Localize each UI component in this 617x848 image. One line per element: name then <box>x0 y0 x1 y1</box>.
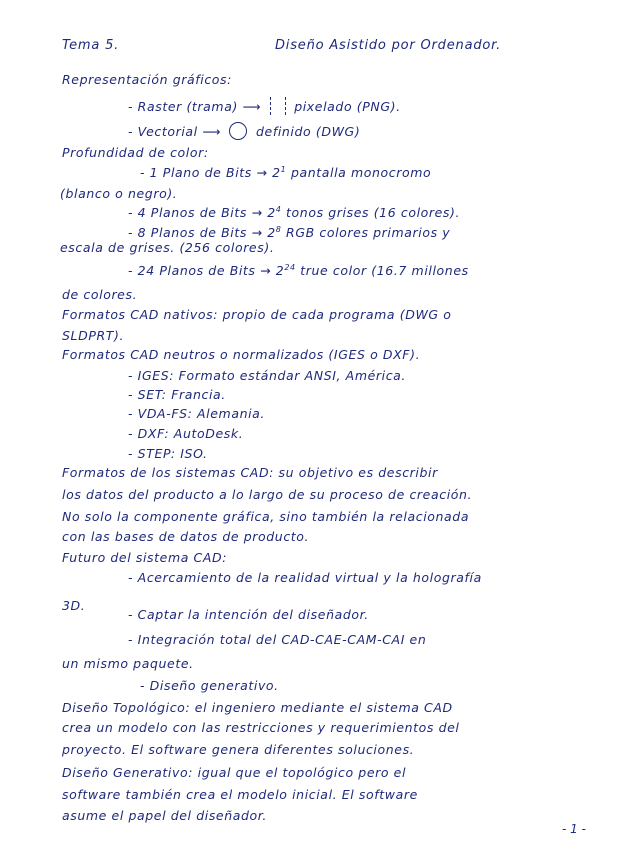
format-step: - STEP: ISO. <box>128 446 208 461</box>
paragraph-topologico-1: Diseño Topológico: el ingeniero mediante el sistema CAD <box>62 700 453 715</box>
heading-profundidad: Profundidad de color: <box>62 145 209 160</box>
plane-4-text: - 4 Planos de Bits → 2 <box>128 205 276 221</box>
futuro-item-2: - Captar la intención del diseñador. <box>128 607 369 622</box>
vector-line <box>128 122 360 140</box>
format-dxf: - DXF: AutoDesk. <box>128 426 244 441</box>
plane-8-exp: 8 <box>275 225 282 234</box>
paragraph-formatos-sistemas-2: los datos del producto a lo largo de su proceso de creación. <box>62 487 473 502</box>
vector-text-2: definido (DWG) <box>256 124 361 139</box>
formatos-neutros: Formatos CAD neutros o normalizados (IGES o DXF). <box>62 347 421 362</box>
pixel-grid-icon <box>270 97 286 115</box>
paragraph-generativo-2: software también crea el modelo inicial. El software <box>62 787 418 802</box>
plane-1-exp: 1 <box>280 165 287 174</box>
paragraph-formatos-sistemas-1: Formatos de los sistemas CAD: su objetivo es describir <box>62 465 438 480</box>
futuro-item-1-cont: 3D. <box>62 598 86 613</box>
plane-1-text: - 1 Plano de Bits → 2 <box>140 165 281 181</box>
plane-4-text-2: tonos grises (16 colores). <box>281 205 461 221</box>
heading-representacion: Representación gráficos: <box>62 72 232 87</box>
format-iges: - IGES: Formato estándar ANSI, América. <box>128 368 407 383</box>
formatos-nativos: Formatos CAD nativos: propio de cada programa (DWG o <box>62 307 452 322</box>
plane-4-line <box>128 202 460 221</box>
page-number: - 1 - <box>562 822 586 836</box>
paragraph-topologico-2: crea un modelo con las restricciones y requerimientos del <box>62 720 460 735</box>
plane-8-cont: escala de grises. (256 colores). <box>60 240 275 255</box>
plane-1-text-2: pantalla monocromo <box>286 165 432 181</box>
paragraph-topologico-3: proyecto. El software genera diferentes soluciones. <box>62 742 415 757</box>
futuro-item-4: - Diseño generativo. <box>140 678 279 693</box>
paragraph-formatos-sistemas-3: No solo la componente gráfica, sino también la relacionada <box>62 509 470 524</box>
format-set: - SET: Francia. <box>128 387 226 402</box>
plane-1-cont: (blanco o negro). <box>60 186 178 201</box>
raster-line <box>128 97 401 115</box>
circle-icon <box>229 122 247 140</box>
plane-24-text-2: true color (16.7 millones <box>295 263 469 279</box>
futuro-item-3-cont: un mismo paquete. <box>62 656 194 671</box>
plane-1-line <box>140 162 431 181</box>
plane-24-text: - 24 Planos de Bits → 2 <box>128 263 285 279</box>
plane-24-exp: 24 <box>284 263 296 272</box>
paragraph-generativo-1: Diseño Generativo: igual que el topológico pero el <box>62 765 407 780</box>
page-title: Diseño Asistido por Ordenador. <box>275 38 502 53</box>
plane-4-exp: 4 <box>275 205 282 214</box>
paragraph-generativo-3: asume el papel del diseñador. <box>62 808 267 823</box>
raster-text: - Raster (trama) ⟶ <box>128 99 262 114</box>
plane-24-cont: de colores. <box>62 287 138 302</box>
plane-8-text-2: RGB colores primarios y <box>281 225 451 241</box>
format-vda: - VDA-FS: Alemania. <box>128 406 266 421</box>
paragraph-formatos-sistemas-4: con las bases de datos de producto. <box>62 529 310 544</box>
plane-8-text: - 8 Planos de Bits → 2 <box>128 225 276 241</box>
plane-24-line <box>128 260 469 279</box>
futuro-item-1: - Acercamiento de la realidad virtual y la holografía <box>128 570 482 585</box>
formatos-nativos-cont: SLDPRT). <box>62 328 125 343</box>
vector-text: - Vectorial ⟶ <box>128 124 221 139</box>
plane-8-line <box>128 222 450 241</box>
heading-futuro: Futuro del sistema CAD: <box>62 550 228 565</box>
futuro-item-3: - Integración total del CAD-CAE-CAM-CAI en <box>128 632 427 647</box>
raster-text-2: pixelado (PNG). <box>294 99 401 114</box>
topic-label: Tema 5. <box>62 38 120 53</box>
